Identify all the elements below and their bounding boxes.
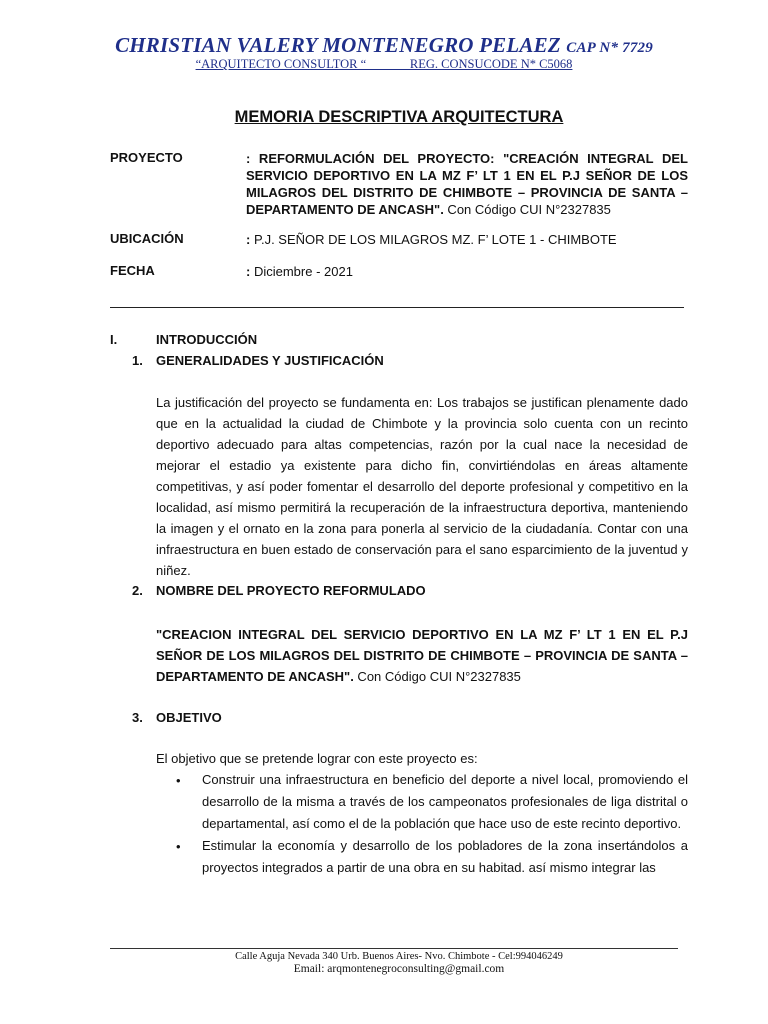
section-2-number: 2. — [132, 583, 143, 598]
footer-address: Calle Aguja Nevada 340 Urb. Buenos Aires- Nvo. Chimbote - Cel:994046249 — [235, 951, 563, 962]
ubicacion-value — [246, 231, 688, 248]
proyecto-value-bold: : REFORMULACIÓN DEL PROYECTO: "CREACIÓN INTEGRAL DEL SERVICIO DEPORTIVO EN LA MZ F’ LT 1 EN EL P.J SEÑOR DE LOS MILAGROS DEL DISTRITO DE CHIMBOTE – PROVINCIA DE SANTA – DEPARTAMENTO DE ANCASH". — [246, 151, 688, 217]
section-2-title: NOMBRE DEL PROYECTO REFORMULADO — [156, 583, 426, 598]
section-3-number: 3. — [132, 710, 143, 725]
section-1-title: INTRODUCCIÓN — [156, 332, 258, 347]
document-title: MEMORIA DESCRIPTIVA ARQUITECTURA — [234, 108, 564, 126]
fecha-value — [246, 263, 688, 280]
section-1-1-title: GENERALIDADES Y JUSTIFICACIÓN — [156, 353, 384, 368]
project-name-paragraph — [156, 624, 688, 687]
project-name-cui: Con Código CUI N°2327835 — [353, 669, 521, 684]
proyecto-value — [246, 150, 688, 218]
header-subtitle: “ARQUITECTO CONSULTOR “ REG. CONSUCODE N* C5068 — [195, 57, 573, 71]
section-1-1-number: 1. — [132, 353, 143, 368]
ubicacion-text: P.J. SEÑOR DE LOS MILAGROS MZ. F’ LOTE 1 - CHIMBOTE — [250, 232, 617, 247]
architect-name: CHRISTIAN VALERY MONTENEGRO PELAEZ — [115, 33, 561, 57]
separator-line — [110, 307, 684, 308]
fecha-colon: : — [246, 264, 251, 279]
footer-email: Email: arqmontenegroconsulting@gmail.com — [293, 963, 505, 975]
justification-paragraph: La justificación del proyecto se fundamenta en: Los trabajos se justifican plenamente dado que en la actualidad la ciudad de Chimbote y la provincia solo cuenta con un recinto deportivo adecuado para altas competencias, razón por la cual nace la necesidad de mejorar el estadio ya existente para dicho fin, convirtiéndolas en áreas altamente competitivas, y así poder fomentar el desarrollo del deporte profesional y competitivo en la localidad, así mismo permitirá la recuperación de la infraestructura deportiva, manteniendo la imagen y el ornato en la zona para ponerla al servicio de la ciudadanía. Contar con una infraestructura en buen estado de conservación para el sano esparcimiento de la juventud y niñez. — [156, 395, 688, 578]
fecha-text: Diciembre - 2021 — [250, 264, 353, 279]
bullet-marker: • — [176, 773, 181, 788]
project-name-bold: "CREACION INTEGRAL DEL SERVICIO DEPORTIVO EN LA MZ F’ LT 1 EN EL P.J SEÑOR DE LOS MILAGROS DEL DISTRITO DE CHIMBOTE – PROVINCIA DE SANTA – DEPARTAMENTO DE ANCASH". — [156, 627, 688, 684]
proyecto-cui: Con Código CUI N°2327835 — [443, 202, 611, 217]
bullet-marker: • — [176, 839, 181, 854]
section-1-number: I. — [110, 332, 118, 347]
objective-bullet-2: Estimular la economía y desarrollo de los pobladores de la zona insertándolos a proyectos integrados a partir de una obra en su habitad. así mismo integrar las — [202, 838, 688, 875]
ubicacion-label: UBICACIÓN — [110, 231, 184, 246]
fecha-label: FECHA — [110, 263, 155, 278]
cap-number: CAP N* 7729 — [566, 40, 653, 56]
footer-line — [110, 948, 678, 949]
header-name — [0, 33, 768, 58]
objective-intro: El objetivo que se pretende lograr con este proyecto es: — [156, 751, 478, 766]
objective-bullet-1: Construir una infraestructura en beneficio del deporte a nivel local, promoviendo el desarrollo de la misma a través de los campeonatos profesionales de liga distrital o departamental, así como el de la población que hace uso de este recinto deportivo. — [202, 772, 688, 831]
ubicacion-colon: : — [246, 232, 251, 247]
section-3-title: OBJETIVO — [156, 710, 222, 725]
proyecto-label: PROYECTO — [110, 150, 183, 165]
